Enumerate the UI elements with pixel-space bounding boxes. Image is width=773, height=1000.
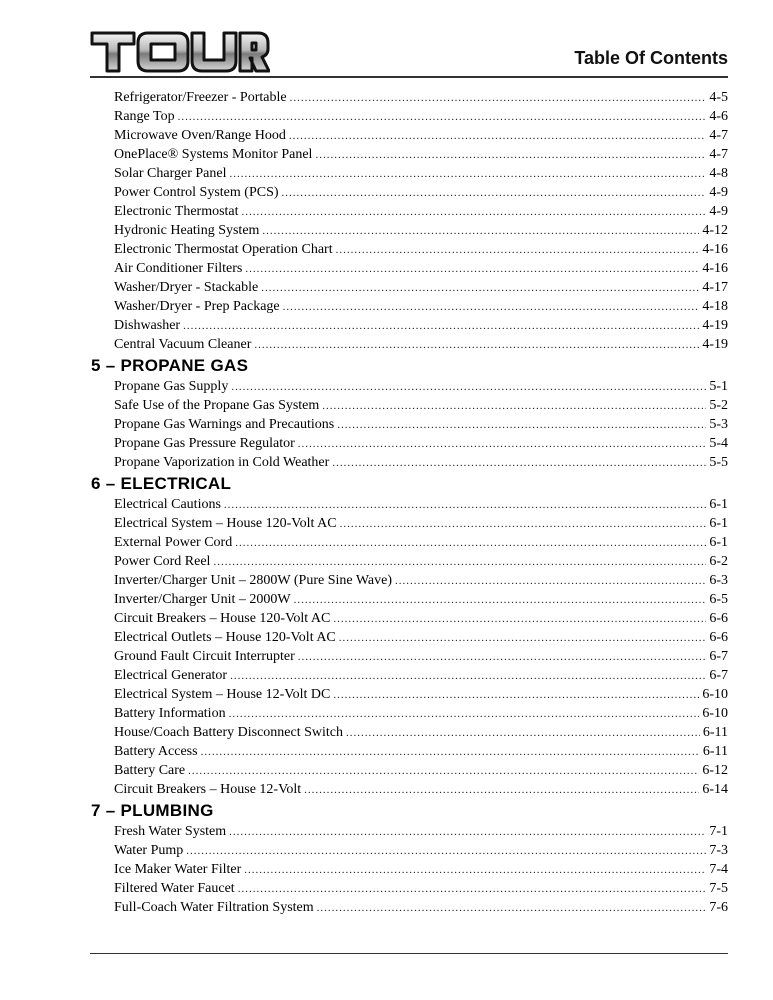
toc-entry[interactable]: [90, 126, 728, 145]
dot-leader: [298, 435, 707, 454]
entry-page-number: 6-6: [709, 630, 728, 645]
dot-leader: [229, 823, 706, 842]
entry-title: OnePlace® Systems Monitor Panel: [114, 147, 313, 162]
toc-entry[interactable]: [90, 685, 728, 704]
entry-title: Full-Coach Water Filtration System: [114, 900, 314, 915]
entry-page-number: 4-9: [709, 204, 728, 219]
entry-title: Electrical System – House 12-Volt DC: [114, 687, 331, 702]
dot-leader: [186, 842, 706, 861]
entry-title: Washer/Dryer - Stackable: [114, 280, 259, 295]
dot-leader: [290, 89, 707, 108]
toc-entry[interactable]: [90, 278, 728, 297]
toc-entry[interactable]: [90, 259, 728, 278]
tour-logo: [90, 30, 270, 74]
entry-page-number: 7-5: [709, 881, 728, 896]
section-title: ELECTRICAL: [120, 474, 232, 493]
section-separator: –: [105, 474, 116, 493]
entry-page-number: 6-7: [709, 668, 728, 683]
entry-title: Electrical Generator: [114, 668, 228, 683]
dot-leader: [242, 203, 707, 222]
dot-leader: [294, 591, 707, 610]
toc-entry[interactable]: [90, 822, 728, 841]
dot-leader: [245, 260, 699, 279]
toc-entry[interactable]: [90, 377, 728, 396]
entry-page-number: 6-5: [709, 592, 728, 607]
entry-title: Safe Use of the Propane Gas System: [114, 398, 320, 413]
section-heading: [91, 472, 728, 495]
dot-leader: [304, 781, 699, 800]
entry-title: Power Control System (PCS): [114, 185, 279, 200]
dot-leader: [213, 553, 706, 572]
dot-leader: [339, 629, 707, 648]
toc-entry[interactable]: [90, 628, 728, 647]
entry-title: Inverter/Charger Unit – 2000W: [114, 592, 291, 607]
entry-page-number: 4-5: [709, 90, 728, 105]
dot-leader: [230, 165, 707, 184]
toc-entry[interactable]: [90, 898, 728, 917]
entry-page-number: 6-6: [709, 611, 728, 626]
entry-page-number: 4-8: [709, 166, 728, 181]
page-title: Table Of Contents: [574, 48, 728, 68]
table-of-contents: [90, 88, 728, 917]
entry-page-number: 4-18: [702, 299, 728, 314]
entry-page-number: 5-5: [709, 455, 728, 470]
entry-title: Ice Maker Water Filter: [114, 862, 242, 877]
entry-title: Battery Care: [114, 763, 186, 778]
entry-title: Electrical Outlets – House 120-Volt AC: [114, 630, 336, 645]
entry-page-number: 6-10: [702, 687, 728, 702]
section-title: PLUMBING: [120, 801, 214, 820]
section-heading: [91, 799, 728, 822]
section-number: 6: [91, 474, 101, 493]
dot-leader: [333, 686, 699, 705]
entry-title: House/Coach Battery Disconnect Switch: [114, 725, 344, 740]
section-number: 5: [91, 356, 101, 375]
dot-leader: [231, 378, 706, 397]
toc-entry[interactable]: [90, 860, 728, 879]
entry-page-number: 7-3: [709, 843, 728, 858]
toc-entry[interactable]: [90, 434, 728, 453]
toc-entry[interactable]: [90, 571, 728, 590]
entry-page-number: 5-2: [709, 398, 728, 413]
entry-title: Microwave Oven/Range Hood: [114, 128, 286, 143]
toc-entry[interactable]: [90, 297, 728, 316]
dot-leader: [332, 454, 706, 473]
dot-leader: [262, 222, 699, 241]
dot-leader: [340, 515, 707, 534]
entry-page-number: 6-1: [709, 516, 728, 531]
entry-page-number: 4-6: [709, 109, 728, 124]
dot-leader: [283, 298, 700, 317]
entry-page-number: 6-1: [709, 535, 728, 550]
dot-leader: [336, 241, 700, 260]
entry-title: Washer/Dryer - Prep Package: [114, 299, 280, 314]
toc-entry[interactable]: [90, 145, 728, 164]
entry-title: Electrical System – House 120-Volt AC: [114, 516, 337, 531]
section-heading: [91, 354, 728, 377]
entry-title: Central Vacuum Cleaner: [114, 337, 252, 352]
entry-page-number: 6-11: [702, 744, 728, 759]
toc-entry[interactable]: [90, 647, 728, 666]
entry-page-number: 6-10: [702, 706, 728, 721]
toc-entry[interactable]: [90, 396, 728, 415]
entry-title: Inverter/Charger Unit – 2800W (Pure Sine Wave): [114, 573, 393, 588]
footer-divider: [90, 953, 728, 954]
entry-title: Solar Charger Panel: [114, 166, 227, 181]
entry-title: Propane Vaporization in Cold Weather: [114, 455, 330, 470]
toc-entry[interactable]: [90, 704, 728, 723]
entry-page-number: 4-16: [702, 242, 728, 257]
toc-entry[interactable]: [90, 240, 728, 259]
continued-entries-list: [90, 88, 728, 354]
entry-title: Power Cord Reel: [114, 554, 211, 569]
dot-leader: [244, 861, 706, 880]
entry-title: External Power Cord: [114, 535, 233, 550]
toc-entry[interactable]: [90, 495, 728, 514]
entry-page-number: 6-1: [709, 497, 728, 512]
entry-page-number: 6-2: [709, 554, 728, 569]
entry-title: Range Top: [114, 109, 175, 124]
toc-entry[interactable]: [90, 723, 728, 742]
entry-page-number: 7-1: [709, 824, 728, 839]
entry-title: Electrical Cautions: [114, 497, 221, 512]
toc-entry[interactable]: [90, 183, 728, 202]
entry-page-number: 4-16: [702, 261, 728, 276]
entry-page-number: 4-7: [709, 128, 728, 143]
section-separator: –: [105, 801, 116, 820]
toc-entry[interactable]: [90, 780, 728, 799]
dot-leader: [317, 899, 707, 918]
entry-title: Circuit Breakers – House 120-Volt AC: [114, 611, 331, 626]
entry-page-number: 6-7: [709, 649, 728, 664]
header-divider: [90, 76, 728, 78]
toc-entry[interactable]: [90, 841, 728, 860]
section-title: PROPANE GAS: [120, 356, 249, 375]
entry-title: Electronic Thermostat: [114, 204, 239, 219]
dot-leader: [337, 416, 706, 435]
toc-entry[interactable]: [90, 88, 728, 107]
entry-page-number: 6-12: [702, 763, 728, 778]
dot-leader: [282, 184, 707, 203]
entry-page-number: 7-6: [709, 900, 728, 915]
entry-title: Ground Fault Circuit Interrupter: [114, 649, 295, 664]
dot-leader: [229, 705, 700, 724]
toc-entry[interactable]: [90, 202, 728, 221]
dot-leader: [298, 648, 707, 667]
entry-page-number: 7-4: [709, 862, 728, 877]
entry-title: Electronic Thermostat Operation Chart: [114, 242, 333, 257]
entry-page-number: 5-3: [709, 417, 728, 432]
entry-title: Circuit Breakers – House 12-Volt: [114, 782, 302, 797]
toc-entry[interactable]: [90, 552, 728, 571]
dot-leader: [254, 336, 699, 355]
dot-leader: [188, 762, 699, 781]
entry-title: Hydronic Heating System: [114, 223, 260, 238]
toc-entry[interactable]: [90, 514, 728, 533]
entry-title: Water Pump: [114, 843, 184, 858]
entry-page-number: 4-19: [702, 337, 728, 352]
sections-list: [90, 354, 728, 917]
dot-leader: [395, 572, 706, 591]
dot-leader: [224, 496, 706, 515]
entry-page-number: 6-14: [702, 782, 728, 797]
entry-page-number: 4-7: [709, 147, 728, 162]
dot-leader: [183, 317, 699, 336]
entry-page-number: 5-4: [709, 436, 728, 451]
toc-entry[interactable]: [90, 164, 728, 183]
dot-leader: [333, 610, 706, 629]
entry-title: Propane Gas Warnings and Precautions: [114, 417, 335, 432]
dot-leader: [261, 279, 699, 298]
entry-page-number: 4-12: [702, 223, 728, 238]
entry-page-number: 5-1: [709, 379, 728, 394]
entry-page-number: 4-19: [702, 318, 728, 333]
toc-entry[interactable]: [90, 335, 728, 354]
entry-title: Dishwasher: [114, 318, 181, 333]
toc-entry[interactable]: [90, 761, 728, 780]
dot-leader: [322, 397, 706, 416]
entry-title: Battery Information: [114, 706, 226, 721]
toc-entry[interactable]: [90, 221, 728, 240]
dot-leader: [235, 534, 706, 553]
entry-title: Refrigerator/Freezer - Portable: [114, 90, 287, 105]
entry-title: Propane Gas Pressure Regulator: [114, 436, 295, 451]
dot-leader: [289, 127, 706, 146]
entry-page-number: 6-3: [709, 573, 728, 588]
toc-entry[interactable]: [90, 879, 728, 898]
toc-entry[interactable]: [90, 609, 728, 628]
entry-title: Filtered Water Faucet: [114, 881, 235, 896]
toc-entry[interactable]: [90, 590, 728, 609]
toc-entry[interactable]: [90, 666, 728, 685]
entry-page-number: 6-11: [702, 725, 728, 740]
dot-leader: [178, 108, 707, 127]
dot-leader: [201, 743, 700, 762]
entry-title: Battery Access: [114, 744, 198, 759]
dot-leader: [315, 146, 706, 165]
entry-page-number: 4-9: [709, 185, 728, 200]
entry-title: Fresh Water System: [114, 824, 227, 839]
dot-leader: [230, 667, 706, 686]
section-number: 7: [91, 801, 101, 820]
dot-leader: [238, 880, 707, 899]
toc-entry[interactable]: [90, 415, 728, 434]
entry-title: Propane Gas Supply: [114, 379, 229, 394]
dot-leader: [346, 724, 700, 743]
entry-page-number: 4-17: [702, 280, 728, 295]
toc-entry[interactable]: [90, 107, 728, 126]
toc-entry[interactable]: [90, 533, 728, 552]
entry-title: Air Conditioner Filters: [114, 261, 243, 276]
section-separator: –: [105, 356, 116, 375]
toc-entry[interactable]: [90, 316, 728, 335]
toc-entry[interactable]: [90, 742, 728, 761]
toc-entry[interactable]: [90, 453, 728, 472]
